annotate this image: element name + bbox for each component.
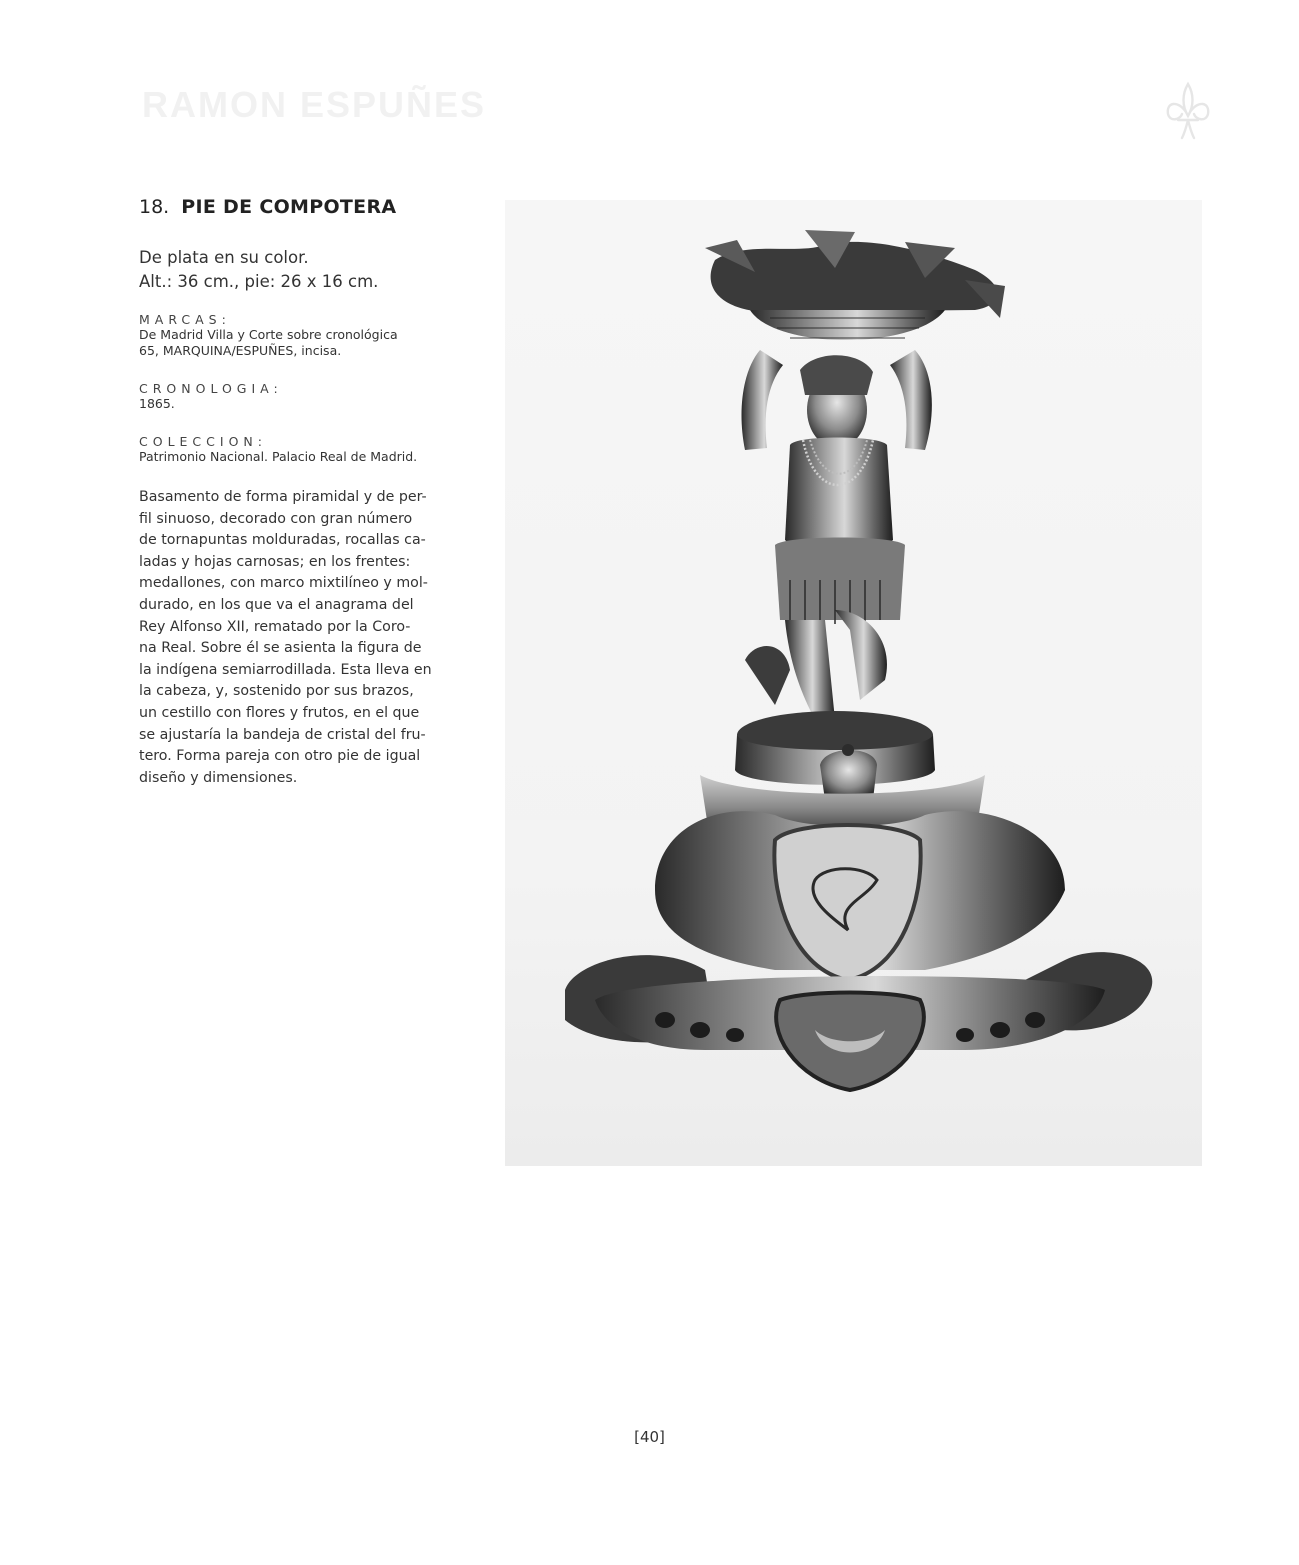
description-line: de tornapuntas molduradas, rocallas ca-: [139, 532, 426, 549]
flower-basket: [705, 230, 1005, 340]
description-line: diseño y dimensiones.: [139, 769, 298, 786]
description-paragraph: [139, 487, 471, 789]
description-line: na Real. Sobre él se asienta la figura de: [139, 640, 422, 657]
description-line: ladas y hojas carnosas; en los frentes:: [139, 553, 411, 570]
kneeling-figure: [741, 350, 931, 720]
cronologia-value: [139, 396, 471, 412]
marcas-line: De Madrid Villa y Corte sobre cronológica: [139, 327, 398, 342]
item-name: PIE DE COMPOTERA: [181, 196, 397, 218]
item-title: [139, 196, 471, 218]
description-line: durado, en los que va el anagrama del: [139, 596, 414, 613]
running-header-title: RAMON ESPUÑES: [142, 84, 487, 125]
description-line: Rey Alfonso XII, rematado por la Coro-: [139, 618, 411, 635]
description-line: Basamento de forma piramidal y de per-: [139, 489, 427, 505]
description-line: medallones, con marco mixtilíneo y mol-: [139, 575, 428, 592]
marcas-line: 65, MARQUINA/ESPUÑES, incisa.: [139, 343, 342, 358]
cronologia-label: CRONOLOGIA:: [139, 381, 283, 396]
fleur-de-lis-icon: [1160, 78, 1216, 144]
rococo-base: [565, 775, 1152, 1090]
material-dimensions: [139, 246, 471, 294]
description-line: un cestillo con flores y frutos, en el que: [139, 704, 420, 721]
item-number: 18.: [139, 196, 170, 218]
description-line: la cabeza, y, sostenido por sus brazos,: [139, 683, 414, 700]
coleccion-line: Patrimonio Nacional. Palacio Real de Madrid.: [139, 449, 418, 464]
coleccion-label: COLECCION:: [139, 434, 267, 449]
page-number: [40]: [634, 1428, 665, 1446]
silver-compotera-illustration: [505, 200, 1202, 1166]
cronologia-line: 1865.: [139, 396, 175, 411]
catalog-entry: [139, 196, 471, 789]
description-line: la indígena semiarrodillada. Esta lleva en: [139, 661, 432, 678]
material-line: De plata en su color.: [139, 248, 309, 267]
description-line: tero. Forma pareja con otro pie de igual: [139, 748, 421, 765]
marcas-value: [139, 327, 471, 359]
marcas-label: MARCAS:: [139, 312, 231, 327]
description-line: se ajustaría la bandeja de cristal del fru-: [139, 726, 426, 743]
coleccion-value: [139, 449, 471, 465]
dimensions-line: Alt.: 36 cm., pie: 26 x 16 cm.: [139, 272, 379, 291]
description-line: fil sinuoso, decorado con gran número: [139, 510, 413, 527]
compotera-photograph: [505, 200, 1202, 1166]
